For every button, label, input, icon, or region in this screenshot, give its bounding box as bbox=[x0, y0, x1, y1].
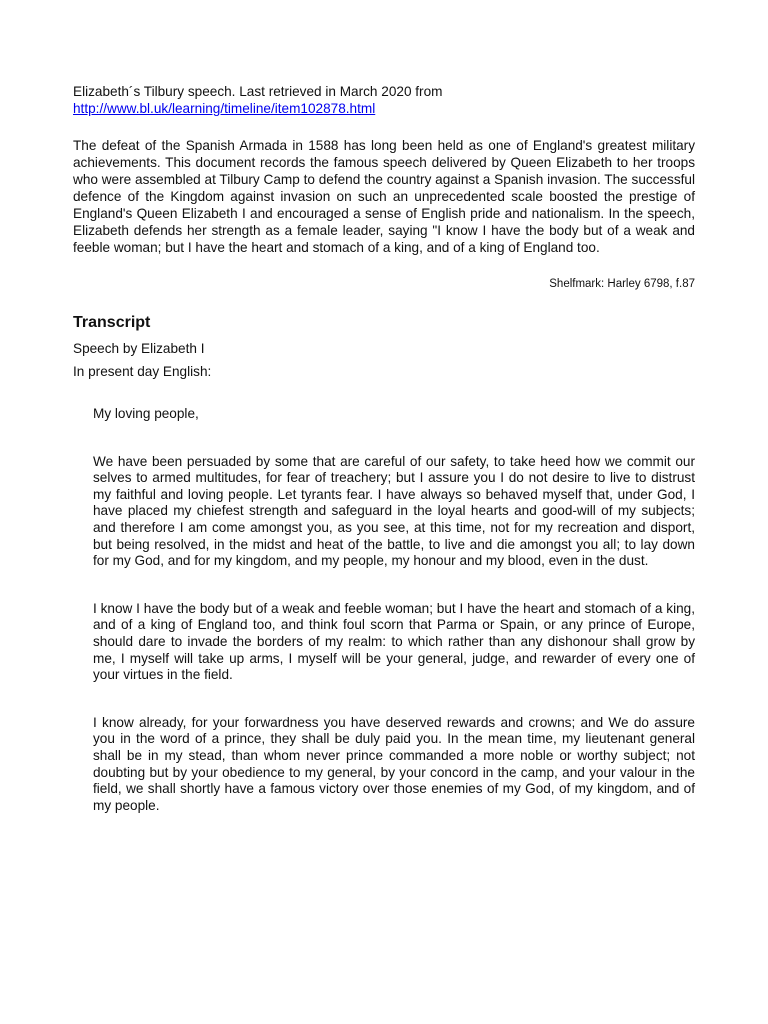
speech-paragraph: I know I have the body but of a weak and feeble woman; but I have the heart and stomach of a king, and of a king of England too, and think foul scorn that Parma or Spain, or any prince of Europe, should dare to invade the borders of my realm: to which rather than any dishonour shall grow by me, I myself will take up arms, I myself will be your general, judge, and rewarder of every one of your virtues in the field. bbox=[93, 600, 695, 683]
speech-greeting: My loving people, bbox=[93, 406, 199, 421]
transcript-subtitle: Speech by Elizabeth I bbox=[73, 341, 205, 356]
speech-paragraph: We have been persuaded by some that are careful of our safety, to take heed how we commit our selves to armed multitudes, for fear of treachery; but I assure you I do not desire to live to distrust my faithful and loving people. Let tyrants fear. I have always so behaved myself that, under God, I have placed my chiefest strength and safeguard in the loyal hearts and good-will of my subjects; and therefore I am come amongst you, as you see, at this time, not for my recreation and disport, but being resolved, in the midst and heat of the battle, to live and die amongst you all; to lay down for my God, and for my kingdom, and my people, my honour and my blood, even in the dust. bbox=[93, 453, 695, 569]
source-citation: Elizabeth´s Tilbury speech. Last retrieved in March 2020 from bbox=[73, 84, 443, 99]
shelfmark: Shelfmark: Harley 6798, f.87 bbox=[549, 278, 695, 290]
document-page bbox=[73, 83, 695, 845]
source-link[interactable]: http://www.bl.uk/learning/timeline/item102878.html bbox=[73, 101, 376, 116]
transcript-note: In present day English: bbox=[73, 364, 212, 379]
transcript-heading: Transcript bbox=[73, 314, 151, 331]
intro-paragraph: The defeat of the Spanish Armada in 1588 has long been held as one of England's greatest military achievements. This document records the famous speech delivered by Queen Elizabeth to her troops who were assembled at Tilbury Camp to defend the country against a Spanish invasion. The successful defence of the Kingdom against invasion on such an unprecedented scale boosted the prestige of England's Queen Elizabeth I and encouraged a sense of English pride and nationalism. In the speech, Elizabeth defends her strength as a female leader, saying "I know I have the body but of a weak and feeble woman; but I have the heart and stomach of a king, and of a king of England too. bbox=[73, 138, 695, 255]
speech-body bbox=[93, 406, 695, 814]
speech-paragraph: I know already, for your forwardness you have deserved rewards and crowns; and We do assure you in the word of a prince, they shall be duly paid you. In the mean time, my lieutenant general shall be in my stead, than whom never prince commanded a more noble or worthy subject; not doubting but by your obedience to my general, by your concord in the camp, and your valour in the field, we shall shortly have a famous victory over those enemies of my God, of my kingdom, and of my people. bbox=[93, 714, 695, 813]
